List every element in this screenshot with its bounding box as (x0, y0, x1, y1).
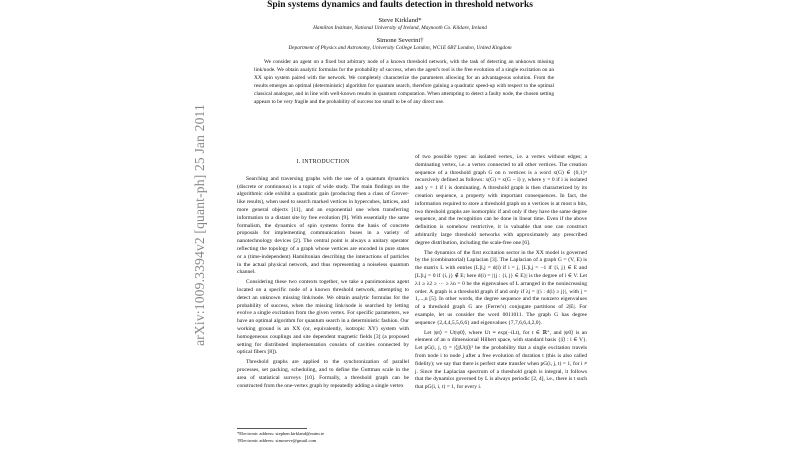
paragraph: The dynamics of the first excitation sector in the XX model is governed by the (combinatorial) Laplacian [3]. The Laplacian of a graph G = (V, E) is the matrix L with entries [L]i,j = d(i) if i = j, [L]i,j = −1 if {i, j} ∈ E and [L]i,j = 0 if {i, j} ∉ E; here d(i) = |{j : {i, j} ∈ E}| is the degree of i ∈ V. Let λ1 ≥ λ2 ≥ ··· ≥ λn = 0 be the eigenvalues of L arranged in the nonincreasing order. A graph is a threshold graph if and only if λj = |{i : d(i) ≥ j}|, with j = 1,...,n [5]. In other words, the degree sequence and the nonzero eigenvalues of a threshold graph G are (Ferrer's) conjugate partitions of 2|E|. For example, let us consider the word 0011011. The graph G has degree sequence {2,4,4,5,5,6,6} and eigenvalues {7,7,6,6,4,2,0}. (415, 249, 587, 326)
footnote-rule (237, 428, 307, 429)
paragraph: of two possible types: an isolated vertex, i.e. a vertex without edges; a dominating vertex, i.e. a vertex connected to all other vertices. The creation sequence of a threshold graph G on n vertices is a word x(G) ∈ {0,1}ⁿ recursively defined as follows: x(G) = x(G − i) y, where y = 0 if i is isolated and y = 1 if i is dominating. A threshold graph is then characterized by its creation sequence, a property with important consequences. In fact, the information required to store a threshold graph on n vertices is at most n bits, two threshold graphs are isomorphic if and only if they have the same degree sequence, and the recognition can be done in linear time. Even if the above definition is somehow restrictive, it is valuable that one can construct arbitrarily large threshold networks with approximately any prescribed degree distribution, including the scale-free one [6]. (415, 154, 587, 246)
section-heading: I. INTRODUCTION (296, 159, 350, 165)
paragraph: Threshold graphs are applied to the synchronization of parallel processes, set packing, scheduling, and to define the Guttman scale in the area of statistical surveys [10]. Formally, a threshold graph can be constructed from the one-vertex graph by repeatedly adding a single vertex (237, 359, 409, 389)
author-affiliation: Hamilton Institute, National University of Ireland, Maynooth Co. Kildare, Ireland (313, 25, 487, 31)
left-column (237, 154, 409, 392)
author-name: Simone Severini† (376, 37, 424, 44)
abstract: We consider an agent on a fixed but arbitrary node of a known threshold network, with the task of detecting an unknown missing link/node. We obtain analytic formulas for the probability of success, when the agent's tool is the free evolution of a single excitation on an XX spin system paired with the network. We completely characterize the parameters allowing for an advantageous solution. From the results emerges an optimal (deterministic) algorithm for quantum search, therefore gaining a quadratic speed-up with respect to the optimal classical analogue, and in line with well-known results in quantum computation. When attempting to detect a faulty node, the chosen setting appears to be very fragile and the probability of success too small to be of any direct use. (254, 59, 554, 105)
author-name: Steve Kirkland* (378, 17, 422, 24)
paragraph: Let |ψt⟩ = Ut|ψ0⟩, where Ut ≡ exp(−iLt), for t ∈ ℝ⁺, and |ψ0⟩ is an element of an n dimensional Hilbert space, with standard basis {|i⟩ : i ∈ V}. Let pG(i, j, t) = |⟨j|Ut|i⟩|² be the probability that a single excitation travels from node i to node j after a free evolution of duration t (this is also called fidelity); we say that there is perfect state transfer when pG(i, j, t) = 1, for i ≠ j. Since the Laplacian spectrum of a threshold graph is integral, it follows that the dynamics governed by L is always periodic [2, 4], i.e., there is t such that pG(i, i, t) = 1, for every i. (415, 329, 587, 391)
footnote: *Electronic address: stephen.kirkland@nuim.ie (237, 431, 325, 436)
author-affiliation: Department of Physics and Astronomy, University College London, WC1E 6BT London, United Kingdom (288, 45, 512, 51)
paragraph: Searching and traversing graphs with the use of a quantum dynamics (discrete or continuous) is a topic of wide study. The main findings on the algorithmic side exhibit a quadratic gain (producing then a class of Grover-like results), when used to search marked vertices in hypercubes, lattices, and more general objects [11], and an exponential one when transferring information to a distant site by free evolution [9]. With essentially the same formalism, the dynamics of spin systems forms the basis of concrete proposals for implementing communication buses in a variety of nanotechnology devices [2]. The central point is always a unitary operator reflecting the topology of a graph whose vertices are encoded in pure states or a (time-independent) Hamiltonian describing the interactions of particles in the actual physical network, and thus representing a noiseless quantum channel. (237, 175, 409, 276)
paper-title: Spin systems dynamics and faults detection in threshold networks (267, 0, 533, 10)
footnotes (237, 431, 409, 444)
arxiv-stamp: arXiv:1009.3394v2 [quant-ph] 25 Jan 2011 (192, 104, 207, 346)
footnote: †Electronic address: simoseve@gmail.com (237, 437, 317, 443)
right-column (415, 154, 587, 394)
paragraph: Considering these two contexts together, we take a parsimonious agent located on a specific node of a known threshold network, attempting to detect an unknown missing link/node. We obtain analytic formulas for the probability of success, when the missing link/node is searched by letting evolve a single excitation from the given vertex. For specific parameters, we have an optimal algorithm for quantum search in a deterministic fashion. Our working ground is an XX (or, equivalently, isotropic XY) system with homogeneous couplings and site dependent magnetic fields [3] (a proposed setting for distributed implementation consists of cavities connected by optical fibers [8]). (237, 279, 409, 356)
